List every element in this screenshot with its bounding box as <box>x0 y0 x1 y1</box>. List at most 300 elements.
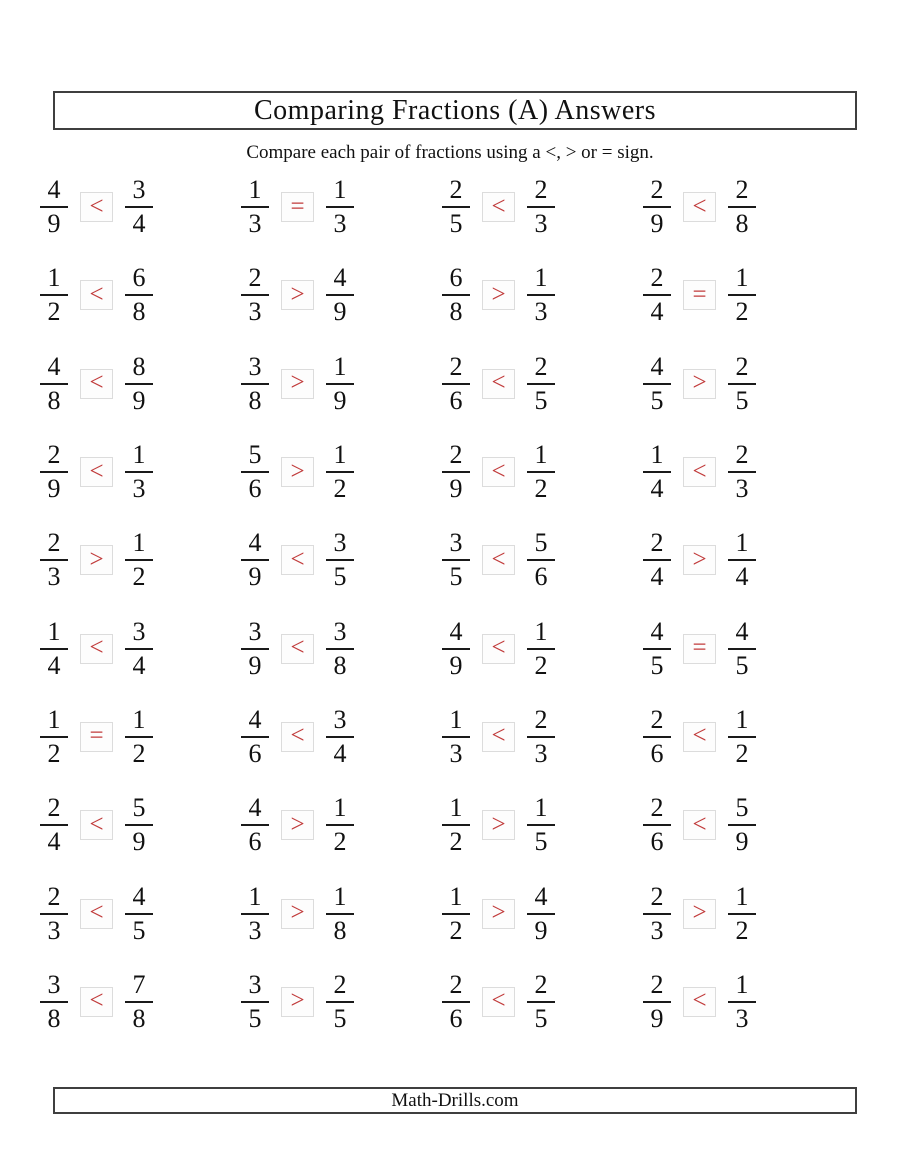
numerator: 2 <box>40 530 68 561</box>
numerator: 1 <box>40 619 68 650</box>
right-fraction <box>326 530 354 590</box>
problem <box>241 693 442 781</box>
left-fraction <box>442 704 470 768</box>
problem <box>40 604 241 692</box>
answer-box <box>683 192 716 222</box>
right-fraction <box>125 177 153 237</box>
numerator: 7 <box>125 972 153 1003</box>
answer-box <box>281 899 314 929</box>
answer-box <box>80 369 113 399</box>
numerator: 2 <box>442 354 470 385</box>
denominator: 8 <box>449 297 463 327</box>
denominator: 3 <box>47 562 61 592</box>
problem <box>442 604 643 692</box>
denominator: 9 <box>449 474 463 504</box>
numerator: 2 <box>643 265 671 296</box>
problem <box>643 251 844 339</box>
numerator: 3 <box>442 530 470 561</box>
numerator: 5 <box>527 530 555 561</box>
left-fraction <box>442 177 470 237</box>
denominator: 3 <box>534 209 548 239</box>
numerator: 2 <box>442 972 470 1003</box>
right-fraction <box>728 881 756 945</box>
numerator: 1 <box>728 265 756 296</box>
numerator: 1 <box>125 442 153 473</box>
right-fraction <box>125 969 153 1033</box>
problem <box>40 516 241 604</box>
left-fraction <box>40 530 68 590</box>
problem <box>442 163 643 251</box>
denominator: 6 <box>449 1003 463 1033</box>
problem <box>40 163 241 251</box>
numerator: 2 <box>643 972 671 1003</box>
denominator: 6 <box>248 474 262 504</box>
numerator: 1 <box>40 707 68 738</box>
comparison-sign: < <box>692 987 707 1015</box>
denominator: 3 <box>333 209 347 239</box>
numerator: 4 <box>125 884 153 915</box>
problem <box>241 781 442 869</box>
problem <box>643 958 844 1046</box>
denominator: 4 <box>650 297 664 327</box>
numerator: 1 <box>326 795 354 826</box>
right-fraction <box>527 442 555 502</box>
left-fraction <box>40 351 68 415</box>
left-fraction <box>442 265 470 325</box>
comparison-sign: = <box>290 192 305 220</box>
left-fraction <box>442 795 470 855</box>
right-fraction <box>527 530 555 590</box>
answer-box <box>482 899 515 929</box>
answer-box <box>683 987 716 1017</box>
answer-box <box>482 722 515 752</box>
comparison-sign: < <box>89 192 104 220</box>
right-fraction <box>527 177 555 237</box>
comparison-sign: > <box>491 810 506 838</box>
denominator: 9 <box>449 650 463 680</box>
numerator: 3 <box>241 354 269 385</box>
numerator: 4 <box>241 707 269 738</box>
denominator: 4 <box>47 650 61 680</box>
denominator: 5 <box>333 562 347 592</box>
numerator: 1 <box>527 442 555 473</box>
left-fraction <box>40 704 68 768</box>
problem <box>643 693 844 781</box>
problem <box>40 340 241 428</box>
comparison-sign: < <box>692 722 707 750</box>
answer-box <box>482 280 515 310</box>
left-fraction <box>442 616 470 680</box>
comparison-sign: > <box>692 545 707 573</box>
right-fraction <box>326 616 354 680</box>
right-fraction <box>728 265 756 325</box>
numerator: 2 <box>527 354 555 385</box>
problem <box>643 163 844 251</box>
denominator: 2 <box>449 915 463 945</box>
right-fraction <box>326 442 354 502</box>
denominator: 2 <box>333 827 347 857</box>
denominator: 8 <box>735 209 749 239</box>
problem <box>643 516 844 604</box>
left-fraction <box>643 795 671 855</box>
denominator: 4 <box>735 562 749 592</box>
numerator: 2 <box>527 707 555 738</box>
denominator: 2 <box>333 474 347 504</box>
comparison-sign: < <box>491 987 506 1015</box>
denominator: 2 <box>534 650 548 680</box>
denominator: 3 <box>248 209 262 239</box>
denominator: 3 <box>449 738 463 768</box>
comparison-sign: < <box>290 545 305 573</box>
numerator: 8 <box>125 354 153 385</box>
answer-box <box>80 280 113 310</box>
comparison-sign: < <box>491 457 506 485</box>
comparison-sign: > <box>692 899 707 927</box>
left-fraction <box>241 265 269 325</box>
problem <box>241 428 442 516</box>
comparison-sign: = <box>692 280 707 308</box>
left-fraction <box>241 969 269 1033</box>
right-fraction <box>326 881 354 945</box>
worksheet-title-box <box>53 91 857 130</box>
right-fraction <box>326 795 354 855</box>
denominator: 8 <box>333 915 347 945</box>
problem <box>442 693 643 781</box>
denominator: 3 <box>248 297 262 327</box>
problem <box>643 340 844 428</box>
right-fraction <box>728 442 756 502</box>
numerator: 6 <box>125 265 153 296</box>
denominator: 9 <box>534 915 548 945</box>
numerator: 4 <box>527 884 555 915</box>
denominator: 5 <box>449 209 463 239</box>
numerator: 2 <box>643 530 671 561</box>
left-fraction <box>442 969 470 1033</box>
right-fraction <box>125 530 153 590</box>
comparison-sign: > <box>290 987 305 1015</box>
left-fraction <box>442 351 470 415</box>
numerator: 1 <box>326 177 354 208</box>
answer-box <box>482 634 515 664</box>
problem <box>241 869 442 957</box>
numerator: 1 <box>326 442 354 473</box>
denominator: 5 <box>449 562 463 592</box>
denominator: 2 <box>735 915 749 945</box>
comparison-sign: > <box>290 369 305 397</box>
numerator: 3 <box>241 619 269 650</box>
right-fraction <box>125 795 153 855</box>
answer-box <box>80 899 113 929</box>
numerator: 1 <box>125 707 153 738</box>
denominator: 9 <box>248 650 262 680</box>
comparison-sign: > <box>290 899 305 927</box>
numerator: 2 <box>442 177 470 208</box>
left-fraction <box>643 969 671 1033</box>
numerator: 5 <box>125 795 153 826</box>
denominator: 2 <box>132 562 146 592</box>
numerator: 2 <box>40 884 68 915</box>
numerator: 1 <box>442 795 470 826</box>
comparison-sign: < <box>491 634 506 662</box>
denominator: 8 <box>248 385 262 415</box>
denominator: 2 <box>47 297 61 327</box>
denominator: 4 <box>650 474 664 504</box>
numerator: 1 <box>326 354 354 385</box>
answer-box <box>683 722 716 752</box>
denominator: 5 <box>534 827 548 857</box>
answer-box <box>482 545 515 575</box>
answer-box <box>281 810 314 840</box>
denominator: 9 <box>47 209 61 239</box>
problem <box>241 604 442 692</box>
answer-box <box>80 634 113 664</box>
answer-box <box>281 192 314 222</box>
numerator: 2 <box>728 177 756 208</box>
numerator: 1 <box>326 884 354 915</box>
answer-box <box>281 369 314 399</box>
comparison-sign: < <box>491 545 506 573</box>
right-fraction <box>527 969 555 1033</box>
denominator: 2 <box>132 738 146 768</box>
numerator: 3 <box>125 177 153 208</box>
problems-grid <box>40 163 844 1046</box>
right-fraction <box>125 265 153 325</box>
problem <box>241 516 442 604</box>
left-fraction <box>40 177 68 237</box>
problem <box>40 958 241 1046</box>
numerator: 2 <box>527 177 555 208</box>
right-fraction <box>326 351 354 415</box>
denominator: 3 <box>534 738 548 768</box>
denominator: 5 <box>534 385 548 415</box>
numerator: 2 <box>40 442 68 473</box>
answer-box <box>80 810 113 840</box>
denominator: 5 <box>248 1003 262 1033</box>
answer-box <box>281 634 314 664</box>
problem <box>643 781 844 869</box>
comparison-sign: < <box>89 634 104 662</box>
denominator: 6 <box>650 827 664 857</box>
numerator: 5 <box>728 795 756 826</box>
problem <box>241 958 442 1046</box>
left-fraction <box>643 881 671 945</box>
comparison-sign: > <box>491 899 506 927</box>
left-fraction <box>643 265 671 325</box>
comparison-sign: < <box>89 810 104 838</box>
left-fraction <box>442 881 470 945</box>
answer-box <box>281 722 314 752</box>
comparison-sign: > <box>692 369 707 397</box>
denominator: 9 <box>132 827 146 857</box>
denominator: 6 <box>248 827 262 857</box>
left-fraction <box>40 969 68 1033</box>
problem <box>442 340 643 428</box>
comparison-sign: < <box>89 987 104 1015</box>
right-fraction <box>527 795 555 855</box>
denominator: 6 <box>534 562 548 592</box>
problem <box>442 428 643 516</box>
numerator: 1 <box>241 177 269 208</box>
right-fraction <box>728 351 756 415</box>
answer-box <box>80 457 113 487</box>
denominator: 3 <box>47 915 61 945</box>
numerator: 3 <box>40 972 68 1003</box>
numerator: 1 <box>125 530 153 561</box>
denominator: 5 <box>650 385 664 415</box>
denominator: 4 <box>333 738 347 768</box>
denominator: 5 <box>333 1003 347 1033</box>
comparison-sign: < <box>692 457 707 485</box>
denominator: 3 <box>132 474 146 504</box>
numerator: 5 <box>241 442 269 473</box>
left-fraction <box>241 177 269 237</box>
comparison-sign: < <box>692 192 707 220</box>
problem <box>40 428 241 516</box>
numerator: 4 <box>241 795 269 826</box>
comparison-sign: < <box>491 722 506 750</box>
numerator: 4 <box>40 354 68 385</box>
numerator: 4 <box>643 354 671 385</box>
answer-box <box>80 192 113 222</box>
numerator: 4 <box>40 177 68 208</box>
comparison-sign: > <box>290 280 305 308</box>
denominator: 4 <box>132 209 146 239</box>
right-fraction <box>527 616 555 680</box>
problem <box>442 869 643 957</box>
answer-box <box>80 987 113 1017</box>
denominator: 3 <box>534 297 548 327</box>
left-fraction <box>643 704 671 768</box>
comparison-sign: < <box>89 280 104 308</box>
answer-box <box>281 987 314 1017</box>
problem <box>40 781 241 869</box>
problem <box>241 251 442 339</box>
left-fraction <box>643 442 671 502</box>
numerator: 2 <box>442 442 470 473</box>
comparison-sign: < <box>89 457 104 485</box>
denominator: 5 <box>650 650 664 680</box>
right-fraction <box>527 881 555 945</box>
numerator: 2 <box>643 884 671 915</box>
numerator: 4 <box>728 619 756 650</box>
right-fraction <box>527 265 555 325</box>
problem <box>40 869 241 957</box>
comparison-sign: < <box>491 369 506 397</box>
left-fraction <box>241 704 269 768</box>
denominator: 8 <box>47 385 61 415</box>
numerator: 2 <box>40 795 68 826</box>
numerator: 4 <box>442 619 470 650</box>
comparison-sign: > <box>290 457 305 485</box>
numerator: 3 <box>241 972 269 1003</box>
right-fraction <box>326 177 354 237</box>
problem <box>442 781 643 869</box>
left-fraction <box>40 616 68 680</box>
numerator: 3 <box>326 707 354 738</box>
denominator: 6 <box>248 738 262 768</box>
denominator: 4 <box>47 827 61 857</box>
right-fraction <box>326 704 354 768</box>
denominator: 9 <box>650 209 664 239</box>
denominator: 5 <box>534 1003 548 1033</box>
denominator: 2 <box>534 474 548 504</box>
problem <box>643 428 844 516</box>
right-fraction <box>527 704 555 768</box>
denominator: 5 <box>735 650 749 680</box>
answer-box <box>281 545 314 575</box>
left-fraction <box>241 351 269 415</box>
comparison-sign: < <box>89 369 104 397</box>
comparison-sign: < <box>290 722 305 750</box>
denominator: 2 <box>735 297 749 327</box>
right-fraction <box>125 351 153 415</box>
right-fraction <box>527 351 555 415</box>
denominator: 3 <box>735 1003 749 1033</box>
problem <box>442 958 643 1046</box>
problem <box>643 604 844 692</box>
answer-box <box>683 369 716 399</box>
numerator: 1 <box>442 707 470 738</box>
numerator: 2 <box>326 972 354 1003</box>
right-fraction <box>125 704 153 768</box>
right-fraction <box>728 704 756 768</box>
numerator: 1 <box>643 442 671 473</box>
numerator: 1 <box>241 884 269 915</box>
numerator: 1 <box>728 707 756 738</box>
numerator: 2 <box>643 707 671 738</box>
comparison-sign: < <box>692 810 707 838</box>
numerator: 1 <box>527 795 555 826</box>
answer-box <box>683 899 716 929</box>
numerator: 2 <box>527 972 555 1003</box>
denominator: 2 <box>47 738 61 768</box>
denominator: 3 <box>248 915 262 945</box>
denominator: 8 <box>333 650 347 680</box>
denominator: 6 <box>449 385 463 415</box>
denominator: 2 <box>735 738 749 768</box>
denominator: 2 <box>449 827 463 857</box>
denominator: 3 <box>735 474 749 504</box>
numerator: 2 <box>728 442 756 473</box>
numerator: 1 <box>442 884 470 915</box>
denominator: 9 <box>132 385 146 415</box>
left-fraction <box>241 530 269 590</box>
answer-box <box>281 457 314 487</box>
problem <box>442 251 643 339</box>
left-fraction <box>40 795 68 855</box>
left-fraction <box>643 530 671 590</box>
numerator: 2 <box>241 265 269 296</box>
denominator: 9 <box>248 562 262 592</box>
left-fraction <box>643 177 671 237</box>
denominator: 4 <box>650 562 664 592</box>
denominator: 3 <box>650 915 664 945</box>
answer-box <box>482 987 515 1017</box>
denominator: 4 <box>132 650 146 680</box>
answer-box <box>683 634 716 664</box>
page-title: Comparing Fractions (A) Answers <box>253 94 656 126</box>
numerator: 2 <box>643 795 671 826</box>
numerator: 4 <box>643 619 671 650</box>
numerator: 1 <box>728 884 756 915</box>
numerator: 4 <box>326 265 354 296</box>
answer-box <box>482 457 515 487</box>
right-fraction <box>125 881 153 945</box>
answer-box <box>683 810 716 840</box>
numerator: 2 <box>643 177 671 208</box>
answer-box <box>482 369 515 399</box>
right-fraction <box>326 265 354 325</box>
